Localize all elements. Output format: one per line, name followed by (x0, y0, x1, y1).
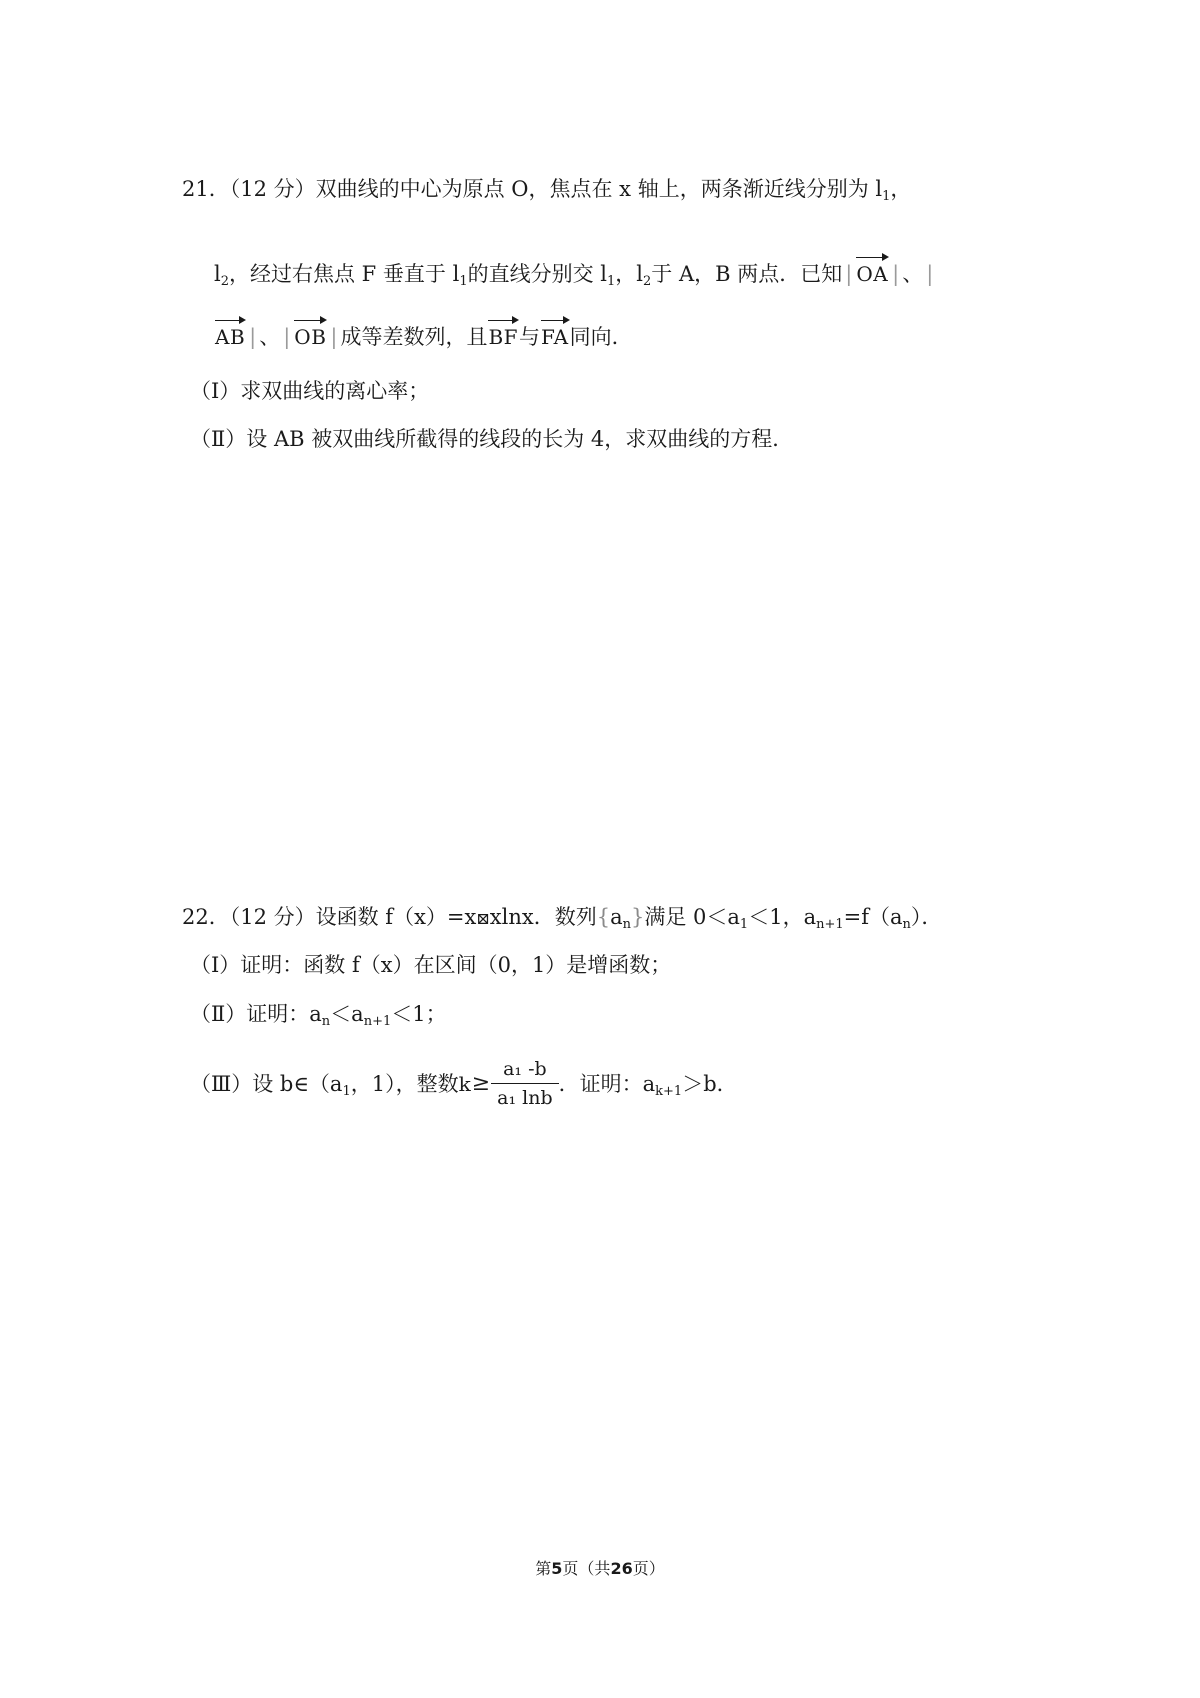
q21-line-2 (214, 259, 936, 289)
abs-bar: | (892, 262, 900, 286)
q22-text: 满足 0＜a (644, 905, 740, 929)
fraction-inequality (459, 1058, 559, 1109)
vector-fa: FA (540, 322, 570, 352)
subscript: k+1 (655, 1084, 683, 1099)
unknown-glyph: ⊠ (476, 909, 490, 928)
q22-text: ＜1； (391, 1002, 447, 1026)
q22-text: （Ⅱ）证明：a (190, 1002, 322, 1026)
subscript: 1 (607, 274, 616, 289)
q21-text: 成等差数列，且 (340, 325, 488, 349)
footer-text: 第 (535, 1559, 552, 1578)
abs-bar: | (845, 262, 853, 286)
subscript: 1 (342, 1084, 351, 1099)
abs-bar: | (926, 262, 934, 286)
brace-close: } (630, 905, 645, 929)
q22-text: ＞b． (682, 1072, 738, 1096)
abs-bar: | (249, 325, 257, 349)
q22-part-2 (190, 999, 447, 1029)
q21-line-3 (214, 322, 633, 352)
subscript: 1 (882, 189, 891, 204)
q22-text: ＜1，a (748, 905, 817, 929)
q22-part-3 (190, 1060, 738, 1111)
footer-text: 页） (632, 1559, 665, 1578)
footer-text: 页（共 (562, 1559, 611, 1578)
q21-text: l (214, 262, 221, 286)
fraction-numerator: a₁ -b (491, 1058, 558, 1084)
total-pages: 26 (610, 1559, 633, 1578)
q21-text: 21．（12 分）双曲线的中心为原点 O，焦点在 x 轴上，两条渐近线分别为 l (182, 177, 883, 201)
q21-text: ，l (615, 262, 643, 286)
frac-geq: ≥ (471, 1070, 491, 1096)
punct: ， (890, 177, 912, 201)
q22-text: ＜a (330, 1002, 364, 1026)
vector-ab: AB (214, 322, 246, 352)
subscript: n (622, 917, 631, 932)
abs-bar: | (283, 325, 291, 349)
q22-text: xlnx．数列 (489, 905, 597, 929)
q22-line-1 (182, 902, 942, 934)
vector-bf: BF (487, 322, 519, 352)
q22-text: ．证明：a (558, 1072, 656, 1096)
subscript: 2 (643, 274, 652, 289)
q22-part-1: （Ⅰ）证明：函数 f（x）在区间（0，1）是增函数； (190, 953, 672, 977)
page-number: 5 (551, 1559, 563, 1578)
vector-ob: OB (293, 322, 327, 352)
q22-text: 22．（12 分）设函数 f（x）=x (182, 905, 477, 929)
page-footer (0, 1556, 1200, 1579)
q21-text: ，经过右焦点 F 垂直于 l (229, 262, 460, 286)
fraction (491, 1058, 558, 1109)
q22-text: （Ⅲ）设 b∈（a (190, 1072, 343, 1096)
q21-part-1: （Ⅰ）求双曲线的离心率； (190, 379, 430, 403)
vector-oa: OA (855, 259, 889, 289)
separator: 、 (902, 262, 924, 286)
q21-line-1 (182, 174, 911, 204)
q22-text: a (610, 905, 623, 929)
frac-k: k (458, 1071, 471, 1096)
q22-text: =f（a (843, 905, 903, 929)
abs-bar: | (330, 325, 338, 349)
q21-part-2: （Ⅱ）设 AB 被双曲线所截得的线段的长为 4，求双曲线的方程． (190, 427, 794, 451)
subscript: n (321, 1014, 331, 1029)
brace-open: { (596, 905, 611, 929)
subscript: 1 (739, 917, 749, 932)
subscript: 2 (220, 274, 229, 289)
subscript: 1 (459, 274, 468, 289)
q21-text: 于 A，B 两点．已知 (651, 262, 843, 286)
q21-text: 的直线分别交 l (467, 262, 607, 286)
q21-text: 与 (519, 325, 541, 349)
subscript: n+1 (816, 917, 844, 932)
subscript: n (902, 917, 911, 932)
q22-text: ，1），整数 (350, 1072, 459, 1096)
separator: 、 (259, 325, 281, 349)
q21-text: 同向． (569, 325, 633, 349)
fraction-denominator: a₁ lnb (497, 1087, 553, 1109)
q22-text: ）． (910, 905, 943, 929)
subscript: n+1 (363, 1014, 392, 1029)
